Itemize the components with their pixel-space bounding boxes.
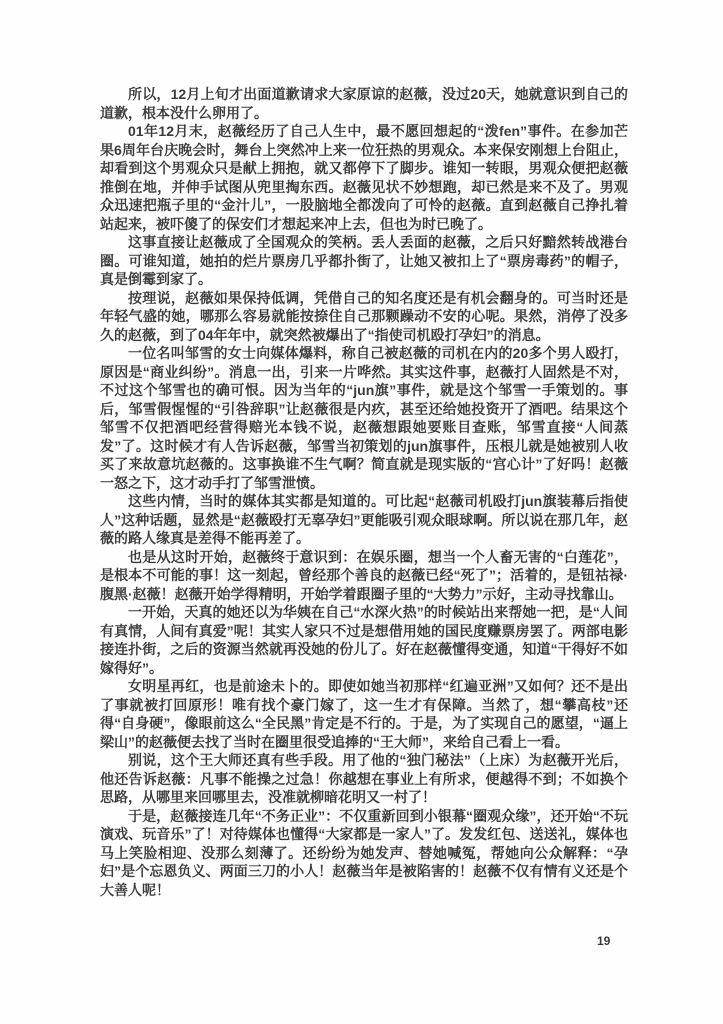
paragraph: 按理说，赵薇如果保持低调，凭借自己的知名度还是有机会翻身的。可当时还是年轻气盛的她，哪那么容易就能按捺住自己那颗躁动不安的心呢。果然，消停了没多久的赵薇，到了04年年中，就突然被爆出了“指使司机殴打孕妇”的消息。	[100, 289, 628, 343]
paragraph: 也是从这时开始，赵薇终于意识到：在娱乐圈，想当一个人畜无害的“白莲花”，是根本不可能的事！这一刻起，曾经那个善良的赵薇已经“死了”；活着的，是钮祜禄·腹黑·赵薇！赵薇开始学得精明，开始学着跟圈子里的“大势力”示好，主动寻找靠山。	[100, 548, 628, 602]
paragraph: 所以，12月上旬才出面道歉请求大家原谅的赵薇，没过20天，她就意识到自己的道歉，根本没什么卵用了。	[100, 86, 628, 121]
paragraph: 女明星再红，也是前途未卜的。即使如她当初那样“红遍亚洲”又如何？还不是出了事就被打回原形！唯有找个豪门嫁了，这一生才有保障。当然了，想“攀高枝”还得“自身硬”，像眼前这么“全民黑”肯定是不行的。于是，为了实现自己的愿望，“逼上梁山”的赵薇便去找了当时在圈里很受追捧的“王大师”，来给自己看上一看。	[100, 678, 628, 750]
paragraph: 这事直接让赵薇成了全国观众的笑柄。丢人丢面的赵薇，之后只好黯然转战港台圈。可谁知道，她拍的烂片票房几乎都扑街了，让她又被扣上了“票房毒药”的帽子，真是倒霉到家了。	[100, 234, 628, 287]
paragraph: 01年12月末，赵薇经历了自己人生中，最不愿回想起的“泼fen”事件。在参加芒果6周年台庆晚会时，舞台上突然冲上来一位狂热的男观众。本来保安刚想上台阻止，却看到这个男观众只是献上拥抱，就又都停下了脚步。谁知一转眼，男观众便把赵薇推倒在地，并伸手试图从兜里掏东西。赵薇见状不妙想跑，却已然是来不及了。男观众迅速把瓶子里的“金汁儿”，一股脑地全都泼向了可怜的赵薇。直到赵薇自己挣扎着站起来，被吓傻了的保安们才想起来冲上去，但也为时已晚了。	[100, 123, 628, 232]
paragraph: 一开始，天真的她还以为华姨在自己“水深火热”的时候站出来帮她一把，是“人间有真情，人间有真爱”呢！其实人家只不过是想借用她的国民度赚票房罢了。两部电影接连扑街，之后的资源当然就再没她的份儿了。好在赵薇懂得变通，知道“干得好不如嫁得好”。	[100, 604, 628, 676]
article-text	[100, 85, 628, 899]
page-number: 19	[597, 934, 611, 948]
paragraph: 一位名叫邹雪的女士向媒体爆料，称自己被赵薇的司机在内的20多个男人殴打，原因是“商业纠纷”。消息一出，引来一片哗然。其实这件事，赵薇打人固然是不对，不过这个邹雪也的确可恨。因为当年的“jun旗”事件，就是这个邹雪一手策划的。事后，邹雪假惺惺的“引咎辞职”让赵薇很是内疚，甚至还给她投资开了酒吧。结果这个邹雪不仅把酒吧经营得赔光本钱不说，赵薇想跟她要账目查账，邹雪直接“人间蒸发”了。这时候才有人告诉赵薇，邹雪当初策划的jun旗事件，压根儿就是她被别人收买了来故意坑赵薇的。这事换谁不生气啊？简直就是现实版的“宫心计”了好吗！赵薇一怒之下，这才动手打了邹雪泄愤。	[100, 345, 628, 491]
paragraph: 别说，这个王大师还真有些手段。用了他的“独门秘法”（上床）为赵薇开光后，他还告诉赵薇：凡事不能操之过急！你越想在事业上有所求，便越得不到；不如换个思路，从哪里来回哪里去，没准就柳暗花明又一村了！	[100, 752, 628, 805]
paragraph: 这些内情，当时的媒体其实都是知道的。可比起“赵薇司机殴打jun旗装幕后指使人”这种话题，显然是“赵薇殴打无辜孕妇”更能吸引观众眼球啊。所以说在那几年，赵薇的路人缘真是差得不能再差了。	[100, 493, 628, 546]
paragraph: 于是，赵薇接连几年“不务正业”：不仅重新回到小银幕“圈观众缘”，还开始“不玩演戏、玩音乐”了！对待媒体也懂得“大家都是一家人”了。发发红包、送送礼，媒体也马上笑脸相迎、没那么刻薄了。还纷纷为她发声、替她喊冤，帮她向公众解释：“孕妇”是个忘恩负义、两面三刀的小人！赵薇当年是被陷害的！赵薇不仅有情有义还是个大善人呢！	[100, 807, 628, 898]
